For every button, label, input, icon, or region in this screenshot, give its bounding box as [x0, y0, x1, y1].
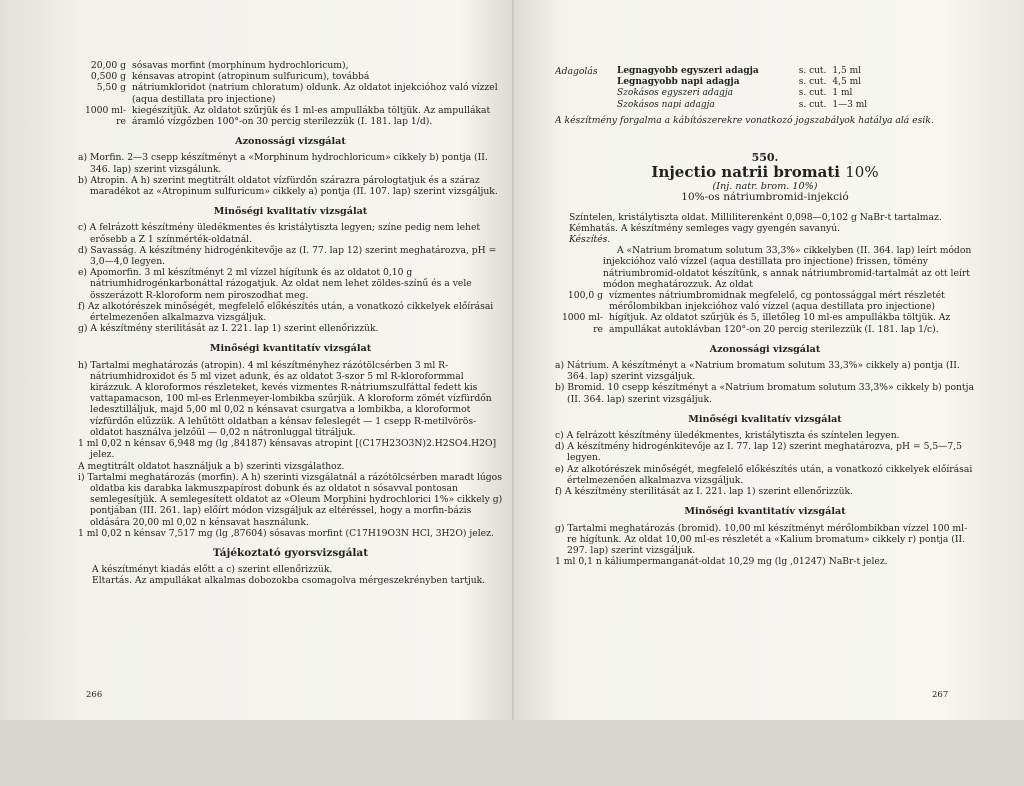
prep-text: A «Natrium bromatum solutum 33,3%» cikkelyben (II. 364. lap) leírt módon injekcióhoz való vízzel (aqua destillata pro injectione) frissen, tömény nátriumbromid-oldatot készítünk, s annak nátriumbromid-tartalmát az ott leírt módon meghatározzuk. Az oldat	[603, 245, 972, 290]
right-quant-heading: Minőségi kvantitatív vizsgálat	[684, 506, 846, 518]
dosage-amount: 1—3 ml	[832, 99, 868, 110]
quant-item: i) Tartalmi meghatározás (morfin). A h) szerinti vizsgálatnál a rázótölcsérben maradt lúgos oldatba kis darabka lakmuszpapírost dobunk és az oldatot n sósavval pontosan semlegesítjük. A semlegesített oldatot az «Oleum Morphini hydrochlorici 1%» cikkely g) pontjában (III. 261. lap) előírt módon vizsgáljuk az eltéréssel, hogy a morfin-bázis oldására 20,00 ml 0,02 n kénsavat használunk.	[78, 471, 503, 528]
recipe-row	[78, 60, 503, 71]
recipe-text: nátriumkloridot (natrium chloratum) oldunk. Az oldatot injekcióhoz való vízzel (aqua destillata pro injectione)	[132, 82, 498, 105]
quality-item: f) A készítmény sterilitását az I. 221. lap 1) szerint ellenőrizzük.	[555, 486, 853, 498]
right-page	[555, 66, 975, 786]
recipe-row	[78, 105, 503, 127]
dosage-route: s. cut.	[798, 66, 827, 76]
recipe-quantity: 5,50 g	[96, 82, 126, 94]
right-page-number: 267	[932, 690, 949, 700]
identity-item: b) Bromid. 10 csepp készítményt a «Natrium bromatum solutum 33,3%» cikkely b) pontja (II. 364. lap) szerint vizsgáljuk.	[555, 382, 974, 405]
recipe-quantity: 20,00 g	[90, 60, 126, 71]
left-page	[78, 60, 503, 780]
dosage-label: Szokásos napi adagja	[617, 99, 715, 110]
recipe-text: vízmentes nátriumbromidnak megfelelő, cg pontossággal mért részletét mérőlombikban injekcióhoz való vízzel (aqua destillata pro injectione)	[609, 290, 945, 313]
dosage-amount: 1 ml	[832, 88, 853, 99]
left-quick-heading: Tájékoztató gyorsvizsgálat	[212, 546, 369, 559]
dosage-label: Legnagyobb napi adagja	[617, 77, 740, 88]
left-quality-list	[78, 222, 503, 334]
quant-item: g) Tartalmi meghatározás (bromid). 10,00 ml készítményt mérőlombikban vízzel 100 ml-re hígítunk. Az oldat 10,00 ml-es részletét a «Kalium bromatum» cikkely r) pontja (II. 297. lap) szerint vizsgáljuk.	[555, 522, 968, 556]
dosage-label: Szokásos egyszeri adagja	[617, 88, 733, 99]
recipe-quantity: 1000 ml-re	[561, 312, 603, 335]
article-number: 550.	[751, 151, 779, 165]
dosage-amount: 4,5 ml	[832, 77, 861, 88]
recipe-row	[78, 82, 503, 104]
recipe-row	[78, 71, 503, 82]
left-quick-text: A készítményt kiadás előtt a c) szerint ellenőrizzük.	[92, 564, 333, 576]
right-quant-list	[555, 523, 975, 568]
dosage-route: s. cut.	[798, 99, 827, 110]
quant-item: 1 ml 0,1 n káliumpermanganát-oldat 10,29 mg (lg ,01247) NaBr-t jelez.	[555, 556, 888, 568]
quant-item: A megtitrált oldatot használjuk a b) szerinti vizsgálathoz.	[78, 460, 345, 472]
dosage-label: Adagolás	[555, 66, 598, 77]
dosage-note: A készítmény forgalma a kábítószerekre vonatkozó jogszabályok hatálya alá esik.	[555, 114, 934, 126]
recipe-text: kénsavas atropint (atropinum sulfuricum), továbbá	[132, 71, 370, 83]
left-page-number: 266	[86, 690, 103, 700]
left-quant-heading: Minőségi kvantitatív vizsgálat	[209, 343, 372, 355]
right-quality-list	[555, 430, 975, 497]
left-identity-heading: Azonossági vizsgálat	[235, 136, 346, 148]
recipe-row	[555, 290, 975, 312]
dosage-table	[617, 66, 873, 111]
quality-item: c) A felrázott készítmény üledékmentes és kristálytiszta legyen; színe pedig nem lehet erősebb a Z 1 színmérték-oldatnál.	[78, 222, 481, 245]
dosage-row	[617, 66, 873, 77]
recipe-quantity: 0,500 g	[90, 71, 126, 83]
dosage-row	[617, 100, 873, 111]
quality-item: f) Az alkotórészek minőségét, megfelelő előkészítés után, a vonatkozó cikkelyek előírásai értelmezenően alkalmazva vizsgáljuk.	[78, 300, 494, 324]
quality-item: g) A készítmény sterilitását az I. 221. lap 1) szerint ellenőrizzük.	[78, 323, 379, 335]
dosage-route: s. cut.	[798, 88, 827, 99]
left-storage-text: Eltartás. Az ampullákat alkalmas dobozokba csomagolva mérgeszekrényben tartjuk.	[92, 575, 486, 587]
quant-item: 1 ml 0,02 n kénsav 7,517 mg (lg ,87604) sósavas morfint (C17H19O3N HCl, 3H2O) jelez.	[78, 527, 494, 539]
recipe-text: sósavas morfint (morphinum hydrochloricum),	[132, 60, 349, 71]
left-recipe	[78, 60, 503, 127]
identity-item: a) Nátrium. A készítményt a «Natrium bromatum solutum 33,3%» cikkely a) pontja (II. 364. lap) szerint vizsgáljuk.	[555, 360, 960, 383]
dosage-row	[617, 77, 873, 88]
recipe-quantity: 100,0 g	[567, 290, 603, 302]
dosage-label: Legnagyobb egyszeri adagja	[617, 66, 759, 76]
quality-item: c) A felrázott készítmény üledékmentes, kristálytiszta és színtelen legyen.	[555, 430, 900, 442]
dosage-route: s. cut.	[798, 77, 827, 88]
article-title-pct: 10%	[845, 163, 879, 182]
quality-item: e) Az alkotórészek minőségét, megfelelő előkészítés után, a vonatkozó cikkelyek előírásai értelmezenően alkalmazva vizsgáljuk.	[555, 463, 973, 486]
article-subtitle: (Inj. natr. brom. 10%)	[712, 181, 818, 193]
right-identity-list	[555, 360, 975, 405]
left-identity-list	[78, 152, 503, 197]
identity-item: a) Morfin. 2—3 csepp készítményt a «Morphinum hydrochloricum» cikkely b) pontja (II. 346. lap) szerint vizsgálunk.	[78, 152, 488, 175]
article-subtitle-hu: 10%-os nátriumbromid-injekció	[681, 191, 849, 204]
recipe-quantity: 1000 ml-re	[84, 104, 126, 128]
book-gutter	[512, 0, 514, 720]
quant-item: 1 ml 0,02 n kénsav 6,948 mg (lg ,84187) kénsavas atropint [(C17H23O3N)2.H2SO4.H2O] jelez.	[78, 438, 497, 461]
right-recipe	[555, 290, 975, 335]
article-title	[555, 163, 975, 181]
dosage-block	[555, 66, 975, 111]
dosage-row	[617, 88, 873, 99]
left-quality-heading: Minőségi kvalitatív vizsgálat	[213, 206, 368, 218]
prep-label: Készítés.	[569, 234, 611, 246]
left-quant-list	[78, 360, 503, 539]
recipe-text: kiegészítjük. Az oldatot szűrjük és 1 ml-es ampullákba töltjük. Az ampullákat áramló vízgőzben 100°-on 30 percig sterilezzük (I. 181. lap 1/d).	[132, 104, 491, 128]
recipe-row	[555, 312, 975, 334]
quant-item: h) Tartalmi meghatározás (atropin). 4 ml készítményhez rázótölcsérben 3 ml R-nátriumhidroxidot és 5 ml vizet adunk, és az oldatot 3-szor 5 ml R-kloroformmal kirázzuk. A kloroformos részleteket, kevés vizmentes R-nátriumszulfáttal fedett kis vattapamacson, 100 ml-es Erlenmeyer-lombikba szűrjük. A kloroform zömét vízfürdőn ledesztilláljuk, majd 5,00 ml 0,02 n kénsavat csurgatva a lombikba, a kloroformot vízfürdőn elűzzük. A lehűtött oldatban a kénsav feleslegét — 1 csepp R-metilvörös-oldatot használva jelzőül — 0,02 n nátronluggal titráljuk.	[78, 359, 492, 438]
article-title-text: Injectio natrii bromati	[651, 163, 840, 182]
quality-item: d) A készítmény hidrogénkitevője az I. 77. lap 12) szerint meghatározva, pH = 5,5—7,5 legyen.	[555, 441, 962, 464]
quality-item: e) Apomorfin. 3 ml készítményt 2 ml vízzel hígítunk és az oldatot 0,10 g nátriumhidrogénkarbonáttal rázogatjuk. Az oldat nem lehet zöldes-színű és a vele összerázott R-kloroform nem piroszodhat meg.	[78, 267, 472, 301]
quality-item: d) Savasság. A készítmény hidrogénkitevője az (I. 77. lap 12) szerint meghatározva, pH = 3,0—4,0 legyen.	[78, 244, 497, 268]
identity-item: b) Atropin. A h) szerint megtitrált oldatot vízfürdőn szárazra párologtatjuk és a száraz maradékot az «Atropinum sulfuricum» cikkely a) pontja (II. 107. lap) szerint vizsgáljuk.	[78, 174, 498, 198]
recipe-text: hígítjuk. Az oldatot szűrjük és 5, illetőleg 10 ml-es ampullákba töltjük. Az ampullákat autoklávban 120°-on 20 percig sterilezzük (I. 181. lap 1/c).	[609, 312, 951, 335]
reaction-text: Kémhatás. A készítmény semleges vagy gyengén savanyú.	[569, 222, 841, 234]
right-quality-heading: Minőségi kvalitatív vizsgálat	[688, 413, 842, 425]
right-identity-heading: Azonossági vizsgálat	[709, 343, 821, 355]
intro-text: Színtelen, kristálytiszta oldat. Milliliterenként 0,098—0,102 g NaBr-t tartalmaz.	[569, 211, 942, 223]
dosage-amount: 1,5 ml	[832, 66, 861, 76]
